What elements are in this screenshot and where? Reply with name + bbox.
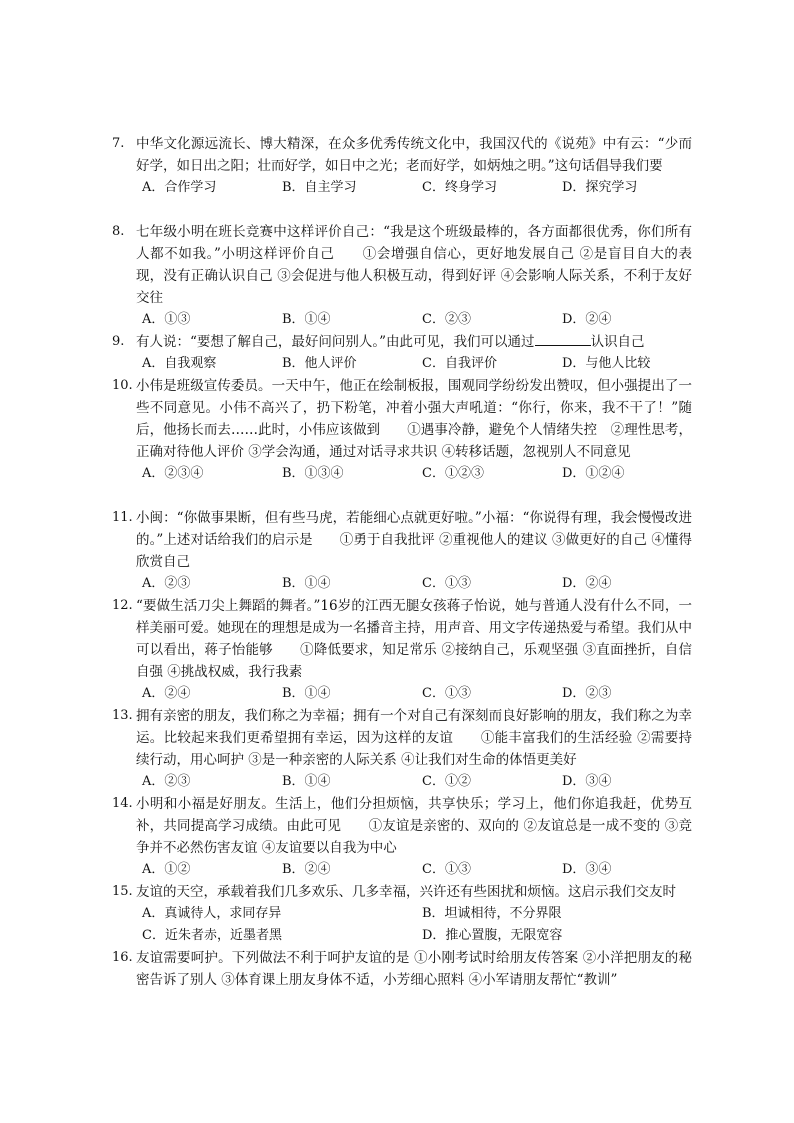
stem-text-before: 有人说：“要想了解自己，最好问问别人。”由此可见，我们可以通过 xyxy=(136,334,535,350)
option-d[interactable]: D．②③ xyxy=(562,686,612,701)
options-row xyxy=(142,177,692,199)
question-stem: 小伟是班级宣传委员。一天中午，他正在绘制板报，围观同学纷纷发出赞叹，但小强提出了一些不同意见。小伟不高兴了，扔下粉笔，冲着小强大声吼道：“你行，你来，我不干了！”随后，他扬长而去……此时，小伟应该做到 ①遇事冷静，避免个人情绪失控 ②理性思考，正确对待他人评价 ③学会沟通，通过对话寻求共识 ④转移话题，忽视别人不同意见 xyxy=(136,378,692,460)
question-stem: 友谊的天空，承载着我们几多欢乐、几多幸福，兴许还有些困扰和烦恼。这启示我们交友时 xyxy=(136,884,676,900)
option-a[interactable]: A．真诚待人，求同存异 xyxy=(142,906,282,921)
question-15 xyxy=(112,881,692,947)
option-a[interactable]: A．②③④ xyxy=(142,466,204,481)
option-b[interactable]: B．②④ xyxy=(282,862,331,877)
options-grid xyxy=(142,903,692,947)
option-a[interactable]: A．②③ xyxy=(142,576,191,591)
option-b[interactable]: B．坦诚相待，不分界限 xyxy=(422,906,562,921)
option-b[interactable]: B．①④ xyxy=(282,312,331,327)
question-stem: 小明和小福是好朋友。生活上，他们分担烦恼，共享快乐；学习上，他们你追我赶，优势互补，共同提高学习成绩。由此可见 ①友谊是亲密的、双向的 ②友谊总是一成不变的 ③竞争并不必然伤害友谊 ④友谊要以自我为中心 xyxy=(136,796,692,856)
option-b[interactable]: B．①④ xyxy=(282,774,331,789)
option-c[interactable]: C．①③ xyxy=(422,576,471,591)
option-b[interactable]: B．他人评价 xyxy=(282,356,357,371)
question-stem: 小闽：“你做事果断，但有些马虎，若能细心点就更好啦。”小福：“你说得有理，我会慢慢改进的。”上述对话给我们的启示是 ①勇于自我批评 ②重视他人的建议 ③做更好的自己 ④懂得欣赏自己 xyxy=(136,510,692,570)
question-number: 8. xyxy=(112,224,125,239)
option-a[interactable]: A．合作学习 xyxy=(142,180,217,195)
question-number: 15. xyxy=(112,884,133,899)
option-b[interactable]: B．①④ xyxy=(282,686,331,701)
question-stem: 拥有亲密的朋友，我们称之为幸福；拥有一个对自己有深刻而良好影响的朋友，我们称之为幸运。比较起来我们更希望拥有幸运，因为这样的友谊 ①能丰富我们的生活经验 ②需要持续行动，用心呵护 ③是一种亲密的人际关系 ④让我们对生命的体悟更美好 xyxy=(136,708,692,768)
question-stem: 中华文化源远流长、博大精深，在众多优秀传统文化中，我国汉代的《说苑》中有云：“少而好学，如日出之阳；壮而好学，如日中之光；老而好学，如炳烛之明。”这句话倡导我们要 xyxy=(136,136,692,174)
stem-text-after: 认识自己 xyxy=(590,334,645,350)
question-number: 7. xyxy=(112,136,125,151)
question-number: 16. xyxy=(112,950,133,965)
option-d[interactable]: D．③④ xyxy=(562,862,612,877)
option-a[interactable]: A．自我观察 xyxy=(142,356,217,371)
option-c[interactable]: C．①③ xyxy=(422,686,471,701)
question-number: 14. xyxy=(112,796,133,811)
option-d[interactable]: D．探究学习 xyxy=(562,180,638,195)
options-row xyxy=(142,771,692,793)
option-c[interactable]: C．①② xyxy=(422,774,471,789)
option-c[interactable]: C．②③ xyxy=(422,312,471,327)
option-d[interactable]: D．②④ xyxy=(562,576,612,591)
question-12 xyxy=(112,595,692,705)
option-c[interactable]: C．近朱者赤，近墨者黑 xyxy=(142,928,282,943)
option-a[interactable]: A．②④ xyxy=(142,686,191,701)
question-16 xyxy=(112,947,692,991)
option-d[interactable]: D．③④ xyxy=(562,774,612,789)
question-stem: “要做生活刀尖上舞蹈的舞者。”16岁的江西无腿女孩蒋子怡说，她与普通人没有什么不同，一样美丽可爱。她现在的理想是成为一名播音主持，用声音、用文字传递热爱与希望。我们从中可以看出，蒋子怡能够 ①降低要求，知足常乐 ②接纳自己，乐观坚强 ③直面挫折，自信自强 ④挑战权威，我行我素 xyxy=(136,598,692,680)
option-d[interactable]: D．②④ xyxy=(562,312,612,327)
question-number: 11. xyxy=(112,510,133,525)
options-row xyxy=(142,463,692,485)
option-b[interactable]: B．①③④ xyxy=(282,466,344,481)
question-stem xyxy=(136,331,692,353)
option-d[interactable]: D．与他人比较 xyxy=(562,356,651,371)
options-row xyxy=(142,309,692,331)
answer-blank xyxy=(535,331,591,346)
options-row xyxy=(142,353,692,375)
options-row xyxy=(142,573,692,595)
question-7 xyxy=(112,133,692,199)
option-a[interactable]: A．①③ xyxy=(142,312,191,327)
question-8 xyxy=(112,221,692,331)
question-number: 13. xyxy=(112,708,133,723)
option-c[interactable]: C．自我评价 xyxy=(422,356,497,371)
option-c[interactable]: C．终身学习 xyxy=(422,180,497,195)
option-c[interactable]: C．①②③ xyxy=(422,466,484,481)
question-14 xyxy=(112,793,692,881)
option-c[interactable]: C．①③ xyxy=(422,862,471,877)
option-d[interactable]: D．推心置腹，无限宽容 xyxy=(422,928,563,943)
option-b[interactable]: B．自主学习 xyxy=(282,180,357,195)
question-number: 12. xyxy=(112,598,133,613)
question-stem: 友谊需要呵护。下列做法不利于呵护友谊的是 ①小刚考试时给朋友传答案 ②小洋把朋友的秘密告诉了别人 ③体育课上朋友身体不适，小芳细心照料 ④小军请朋友帮忙“教训” xyxy=(136,950,692,988)
question-number: 9. xyxy=(112,334,125,349)
question-9 xyxy=(112,331,692,375)
question-10 xyxy=(112,375,692,485)
option-a[interactable]: A．①② xyxy=(142,862,191,877)
question-11 xyxy=(112,507,692,595)
option-d[interactable]: D．①②④ xyxy=(562,466,625,481)
question-stem: 七年级小明在班长竞赛中这样评价自己：“我是这个班级最棒的，各方面都很优秀，你们所有人都不如我。”小明这样评价自己 ①会增强自信心，更好地发展自己 ②是盲目自大的表现，没有正确认识自己 ③会促进与他人积极互动，得到好评 ④会影响人际关系，不利于友好交往 xyxy=(136,224,692,306)
option-a[interactable]: A．②③ xyxy=(142,774,191,789)
option-b[interactable]: B．①④ xyxy=(282,576,331,591)
question-13 xyxy=(112,705,692,793)
options-row xyxy=(142,859,692,881)
options-row xyxy=(142,683,692,705)
question-number: 10. xyxy=(112,378,133,393)
